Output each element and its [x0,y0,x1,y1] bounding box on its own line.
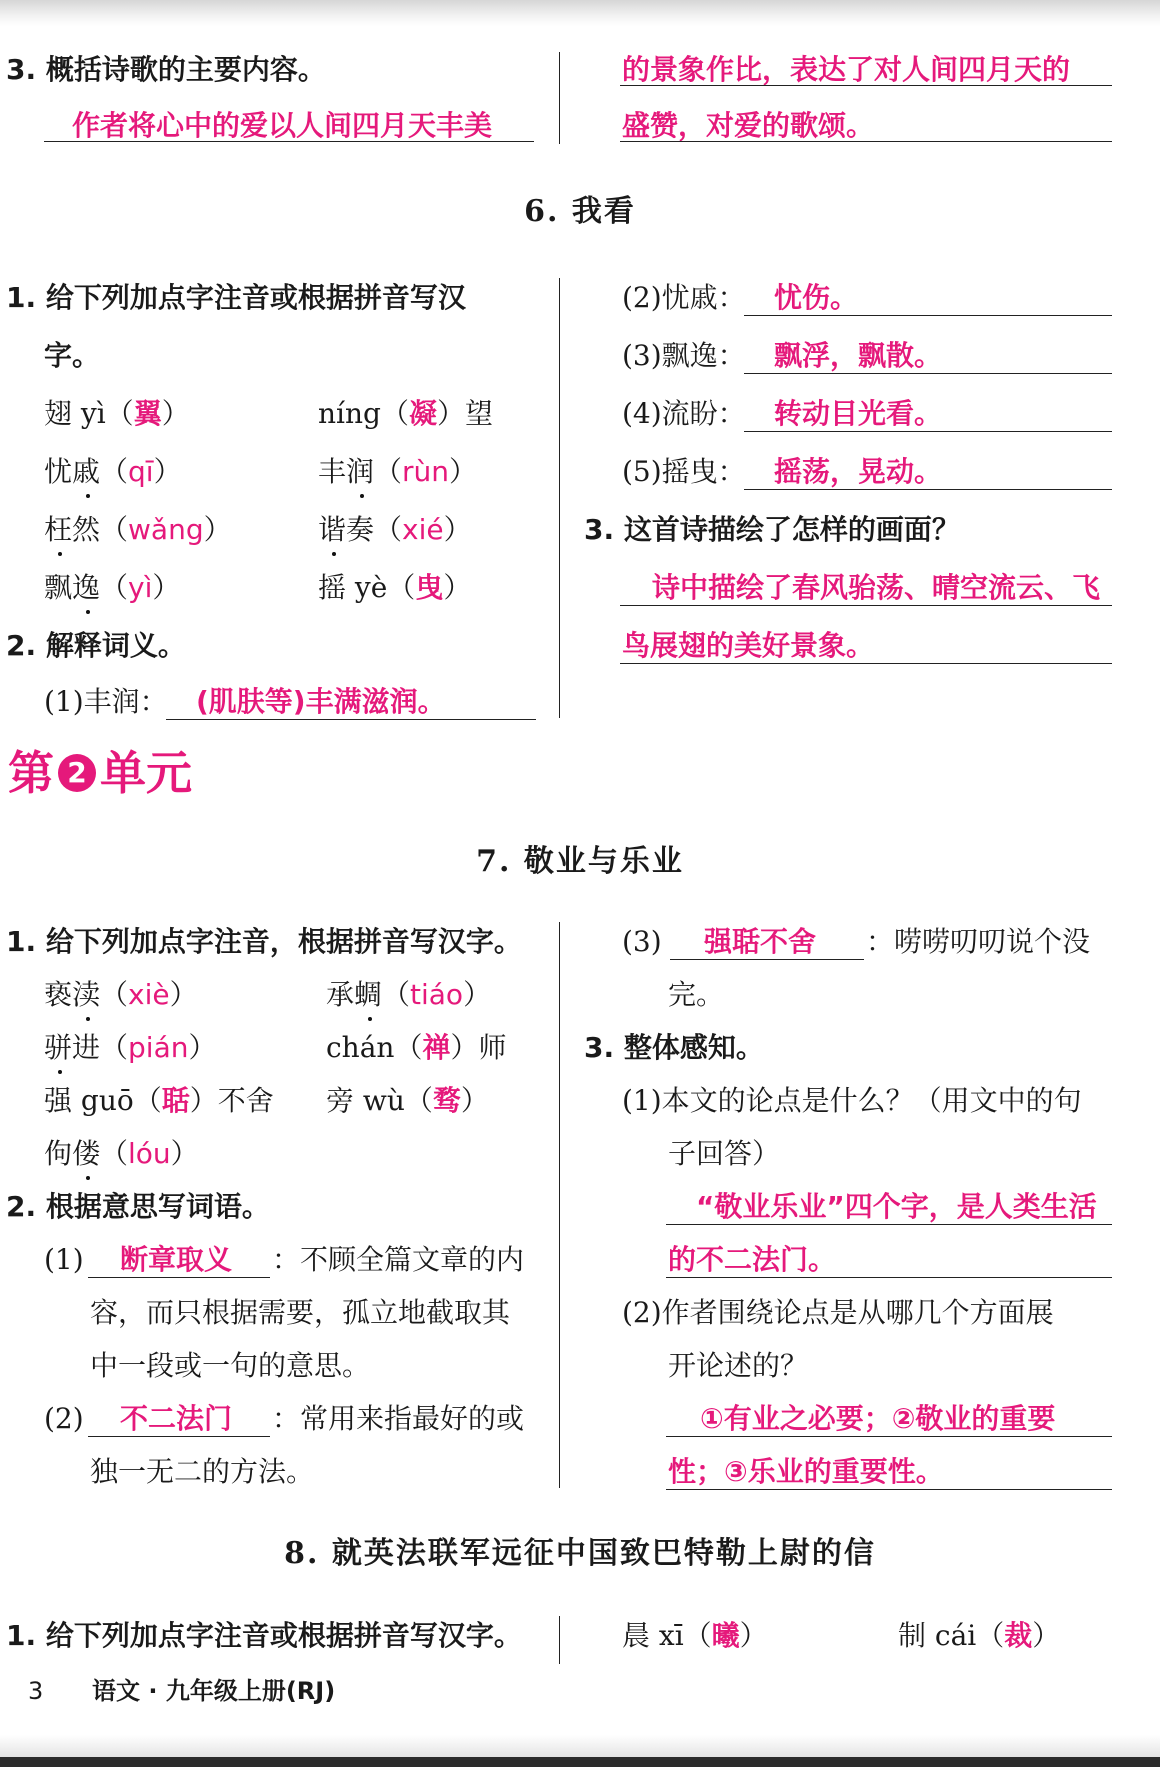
emphasis-dot [86,494,90,498]
answer-underline [744,315,1112,316]
definition-item: (2)忧戚： [622,281,746,314]
q3-sub-question: (1)本文的论点是什么？（用文中的句 [622,1084,1082,1117]
q3-sub-answer: 的不二法门。 [668,1243,837,1276]
pinyin-item: 飘逸（yì） [44,571,181,604]
answer-underline [88,1436,270,1437]
pinyin-item: 枉然（wǎng） [44,513,232,546]
emphasis-dot [360,494,364,498]
lesson8-q1-label: 1. 给下列加点字注音或根据拼音写汉字。 [6,1619,522,1652]
lesson6-q1-label: 1. 给下列加点字注音或根据拼音写汉 [6,281,466,314]
page-number: 3 [28,1677,44,1705]
emphasis-dot [368,1017,372,1021]
q2-item-text: ：不顾全篇文章的内 [272,1243,525,1276]
q3-sub-answer: ①有业之必要；②敬业的重要 [700,1402,1056,1435]
q2-item-text: ：常用来指最好的或 [272,1402,525,1435]
q3-label: 3. 概括诗歌的主要内容。 [6,53,326,86]
pinyin-item: 强 guō（聒）不舍 [44,1084,274,1117]
lesson6-q3-answer-line1: 诗中描绘了春风骀荡、晴空流云、飞 [652,571,1101,604]
q3-answer-line2: 的景象作比，表达了对人间四月天的 [622,53,1071,86]
q2-item-text: 独一无二的方法。 [90,1455,315,1488]
definition-answer: 飘浮，飘散。 [774,339,943,372]
answer-underline [620,85,1112,86]
pinyin-item: 谐奏（xié） [318,513,472,546]
pinyin-item: 亵渎（xiè） [44,978,198,1011]
unit-heading: 第 2 单元 [8,746,192,800]
lesson7-q3-label: 3. 整体感知。 [584,1031,764,1064]
q3-sub-answer: 性；③乐业的重要性。 [668,1455,944,1488]
lesson6-q3-answer-line2: 鸟展翅的美好景象。 [622,629,875,662]
q2-item-num: (1) [44,1243,84,1276]
answer-underline [744,489,1112,490]
pinyin-item: 骈进（pián） [44,1031,217,1064]
q3-sub-answer: “敬业乐业”四个字，是人类生活 [696,1190,1097,1223]
lesson7-q2-label: 2. 根据意思写词语。 [6,1190,270,1223]
q2-item-answer: 断章取义 [120,1243,233,1276]
q3-sub-question: (2)作者围绕论点是从哪几个方面展 [622,1296,1054,1329]
pinyin-item: 丰润（rùn） [318,455,478,488]
emphasis-dot [86,1017,90,1021]
page-top-edge [0,0,1160,26]
q3-sub-question: 开论述的？ [668,1349,809,1382]
definition-answer: (肌肤等)丰满滋润。 [196,685,446,718]
pinyin-item: 承蜩（tiáo） [326,978,492,1011]
definition-item: (1)丰润： [44,685,168,718]
answer-underline [670,959,864,960]
definition-item: (5)摇曳： [622,455,746,488]
lesson6-q3-label: 3. 这首诗描绘了怎样的画面？ [584,513,960,546]
answer-underline [666,1436,1112,1437]
q3-answer-line3: 盛赞，对爱的歌颂。 [622,109,875,142]
column-divider [559,278,560,718]
emphasis-dot [86,1176,90,1180]
emphasis-dot [86,610,90,614]
pinyin-item: 忧戚（qī） [44,455,182,488]
pinyin-item: 摇 yè（曳） [318,571,472,604]
pinyin-item: 晨 xī（曦） [622,1619,768,1652]
answer-underline [166,719,536,720]
answer-underline [666,1489,1112,1490]
lesson6-q2-label: 2. 解释词义。 [6,629,186,662]
lesson6-q1-label-cont: 字。 [44,339,101,372]
column-divider [559,1616,560,1664]
answer-underline [88,1277,270,1278]
emphasis-dot [332,552,336,556]
answer-underline [666,1224,1112,1225]
book-title: 语文 · 九年级上册(RJ) [92,1677,336,1705]
definition-item: (4)流盼： [622,397,746,430]
pinyin-item: 旁 wù（骛） [326,1084,489,1117]
lesson8-title: 8. 就英法联军远征中国致巴特勒上尉的信 [284,1536,876,1571]
lesson7-q1-label: 1. 给下列加点字注音，根据拼音写汉字。 [6,925,522,958]
q2-item-text: ：唠唠叨叨说个没 [866,925,1091,958]
q2-item-text: 完。 [668,978,725,1011]
answer-underline [620,605,1112,606]
definition-item: (3)飘逸： [622,339,746,372]
column-divider [559,52,560,144]
definition-answer: 转动目光看。 [774,397,943,430]
answer-underline [744,373,1112,374]
q2-item-num: (3) [622,925,662,958]
answer-underline [744,431,1112,432]
unit-number-badge: 2 [58,754,96,792]
pinyin-item: 制 cái（裁） [898,1619,1061,1652]
emphasis-dot [58,1070,62,1074]
answer-underline [620,663,1112,664]
lesson7-title: 7. 敬业与乐业 [476,844,684,879]
q2-item-text: 容，而只根据需要，孤立地截取其 [90,1296,511,1329]
q3-sub-question: 子回答） [668,1137,781,1170]
q2-item-num: (2) [44,1402,84,1435]
page-bottom-edge [0,1735,1160,1757]
q2-item-answer: 不二法门 [120,1402,233,1435]
pinyin-item: níng（凝）望 [318,397,493,430]
pinyin-item: 翅 yì（翼） [44,397,190,430]
answer-underline [666,1277,1112,1278]
pinyin-item: chán（禅）师 [326,1031,507,1064]
pinyin-item: 佝偻（lóu） [44,1137,199,1170]
q2-item-answer: 强聒不舍 [704,925,817,958]
column-divider [559,922,560,1488]
definition-answer: 忧伤。 [774,281,859,314]
screen-bottom-bar [0,1757,1160,1767]
q3-answer-line1: 作者将心中的爱以人间四月天丰美 [72,109,493,142]
lesson6-title: 6. 我看 [524,194,636,229]
q2-item-text: 中一段或一句的意思。 [90,1349,371,1382]
answer-underline [620,141,1112,142]
emphasis-dot [58,552,62,556]
definition-answer: 摇荡，晃动。 [774,455,943,488]
answer-underline [44,141,534,142]
